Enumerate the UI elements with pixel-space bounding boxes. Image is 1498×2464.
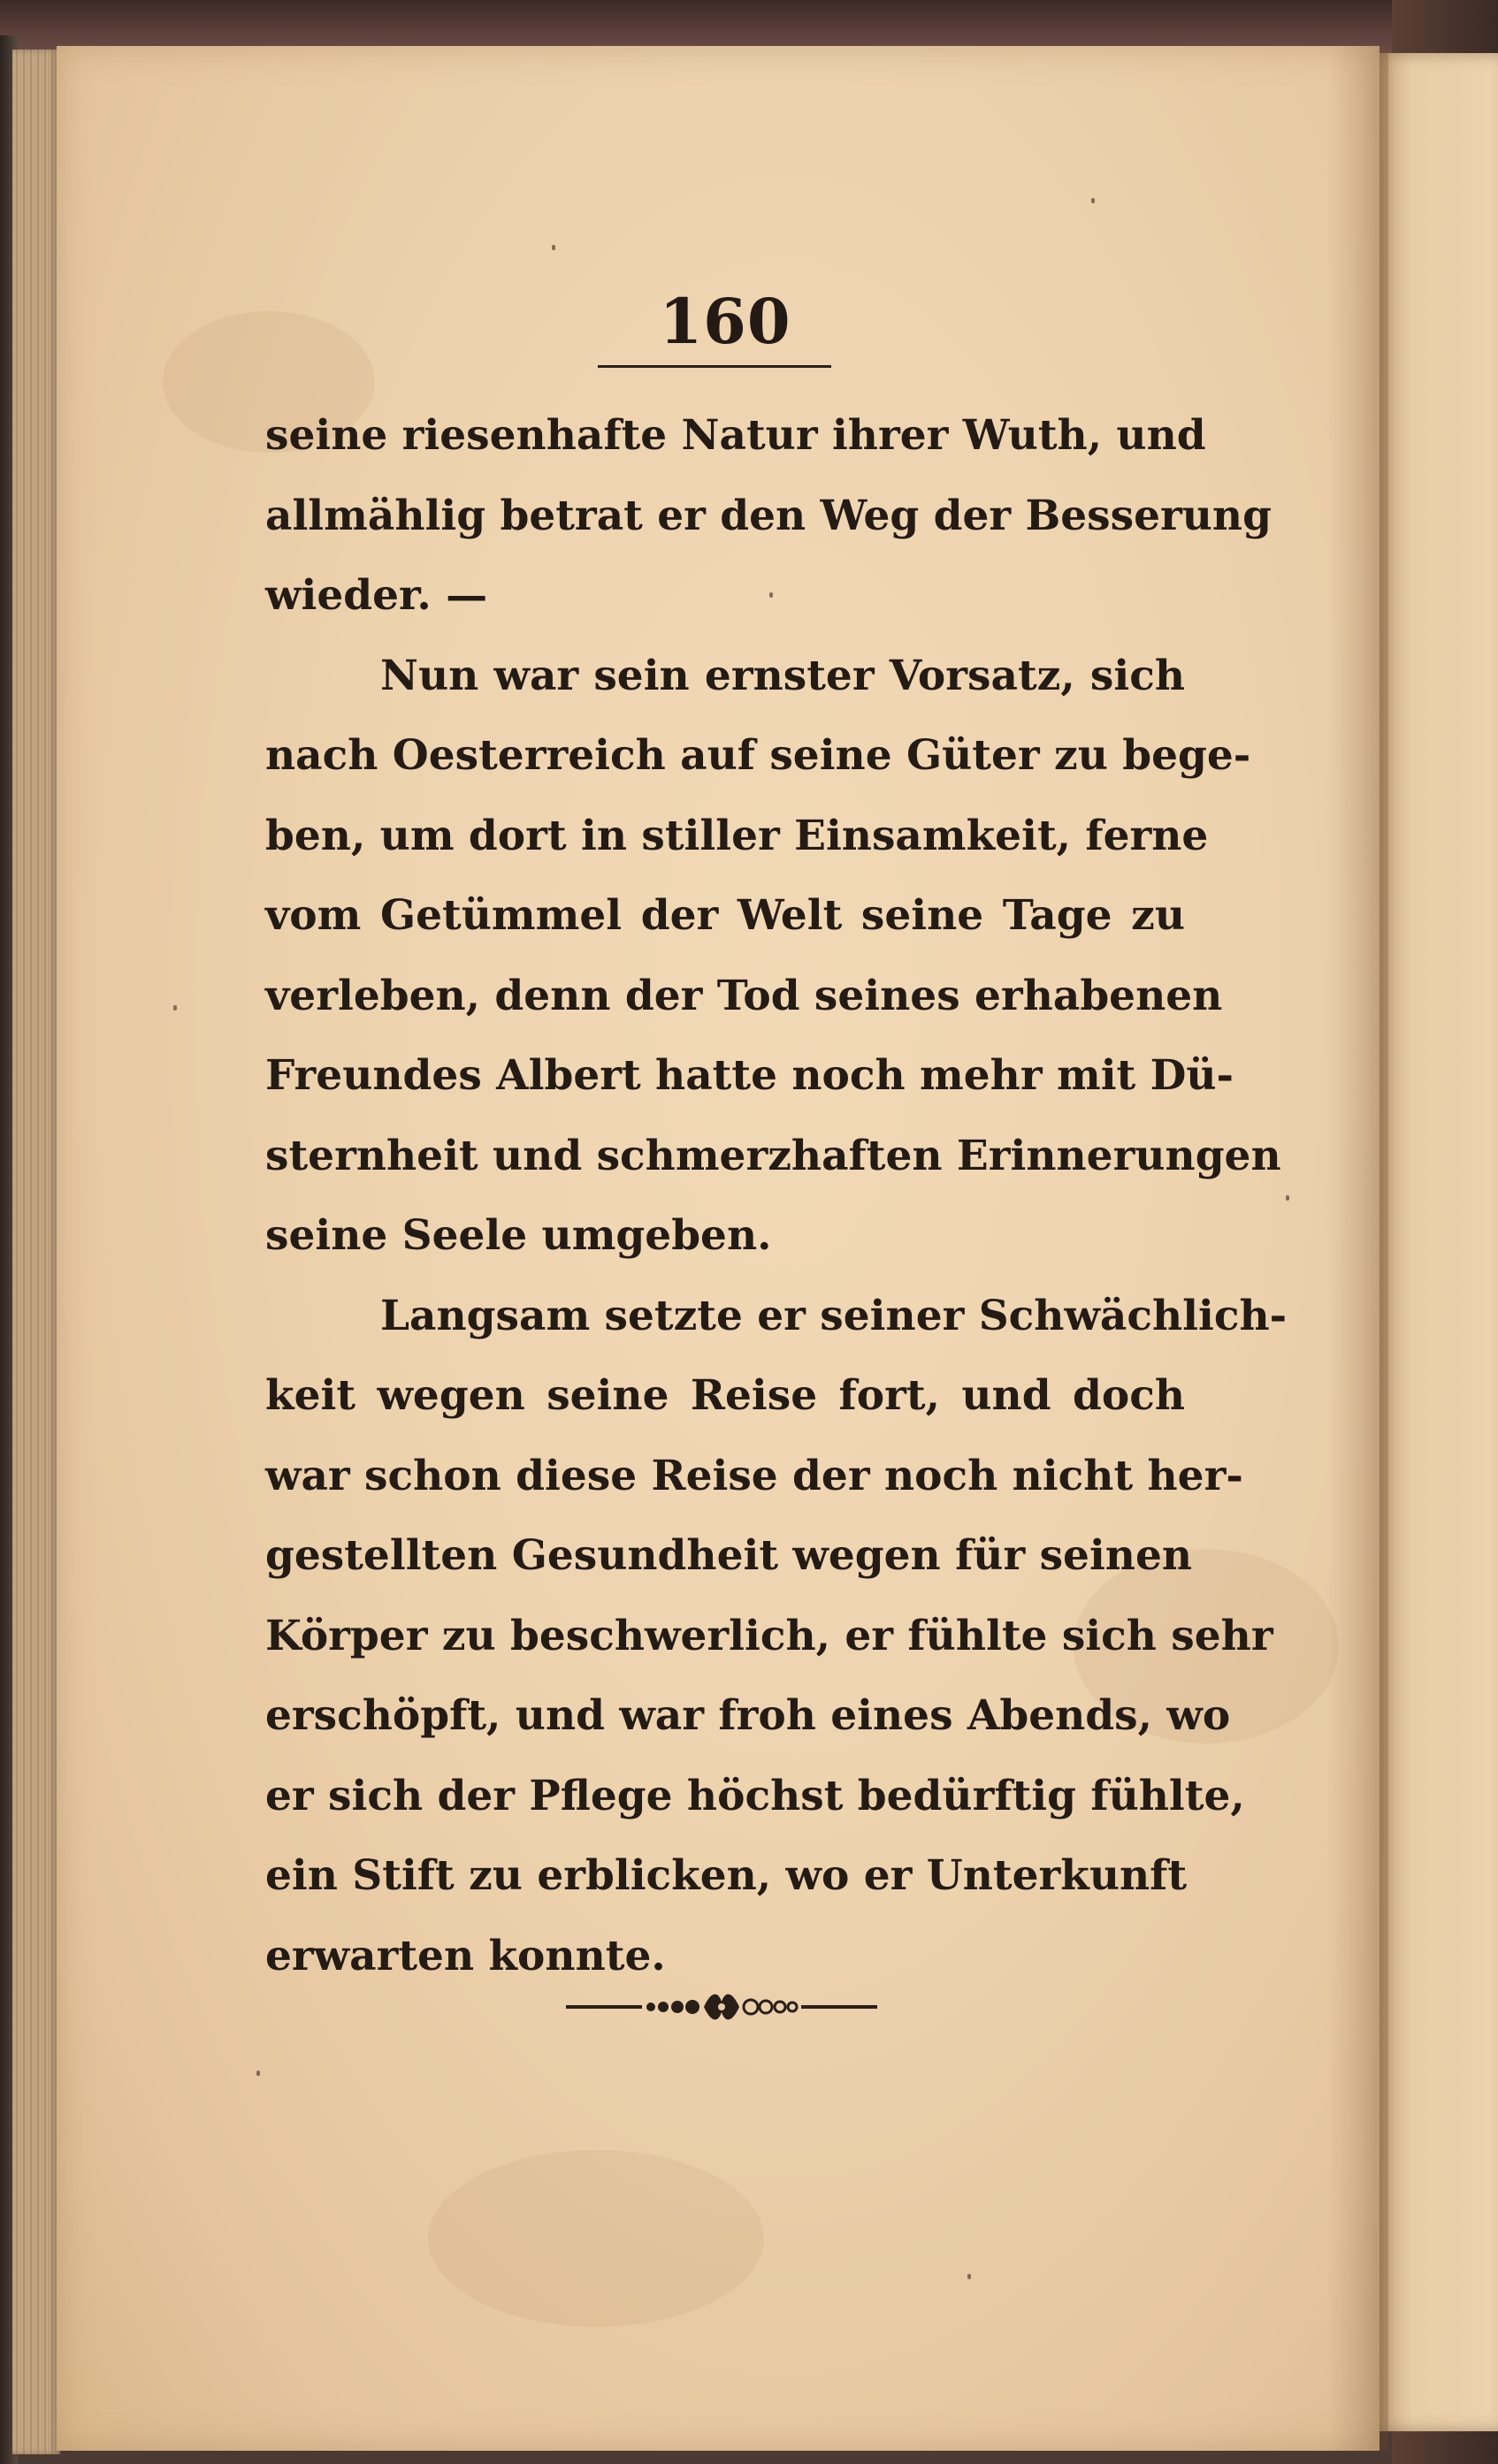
text-line: Langsam setzte er seiner Schwächlich- [380,1291,1288,1340]
page-number: 160 [659,285,791,358]
page-number-rule [598,365,831,368]
page-edges [12,50,60,2454]
top-binding-strip [0,0,1498,53]
text-line: vom Getümmel der Welt seine Tage zu [265,891,1185,940]
text-line: sternheit und schmerzhaften Erinnerungen [265,1131,1281,1180]
text-line: erwarten konnte. [265,1931,666,1980]
paper-speck [1091,198,1095,203]
paper-speck [256,2071,260,2076]
text-line: allmählig betrat er den Weg der Besserung [265,491,1272,540]
text-line: Körper zu beschwerlich, er fühlte sich sehr [265,1611,1273,1660]
paper-speck [173,1005,177,1011]
paper-stain [428,2150,764,2327]
text-line: er sich der Pflege höchst bedürftig fühlte, [265,1771,1245,1820]
facing-page [1375,53,1498,2431]
text-line: nach Oesterreich auf seine Güter zu bege- [265,731,1251,780]
paper-speck [552,245,555,250]
text-line: war schon diese Reise der noch nicht her- [265,1451,1243,1500]
text-line: ein Stift zu erblicken, wo er Unterkunft [265,1851,1188,1900]
text-line: wieder. — [265,571,488,620]
text-line: verleben, denn der Tod seines erhabenen [265,971,1223,1020]
text-line: gestellten Gesundheit wegen für seinen [265,1531,1193,1580]
text-line: erschöpft, und war froh eines Abends, wo [265,1691,1231,1740]
paper-speck [967,2274,971,2279]
gutter-shadow [1326,46,1388,2451]
tailpiece-ornament-icon [562,1980,881,2033]
paper-speck [1286,1195,1289,1201]
text-line: ben, um dort in stiller Einsamkeit, ferne [265,811,1209,860]
text-line: keit wegen seine Reise fort, und doch [265,1371,1185,1420]
text-line: seine Seele umgeben. [265,1211,772,1260]
body-text [265,396,1288,1996]
text-line: seine riesenhafte Natur ihrer Wuth, und [265,411,1206,460]
text-line: Freundes Albert hatte noch mehr mit Dü- [265,1051,1234,1100]
text-line: Nun war sein ernster Vorsatz, sich [380,651,1185,700]
